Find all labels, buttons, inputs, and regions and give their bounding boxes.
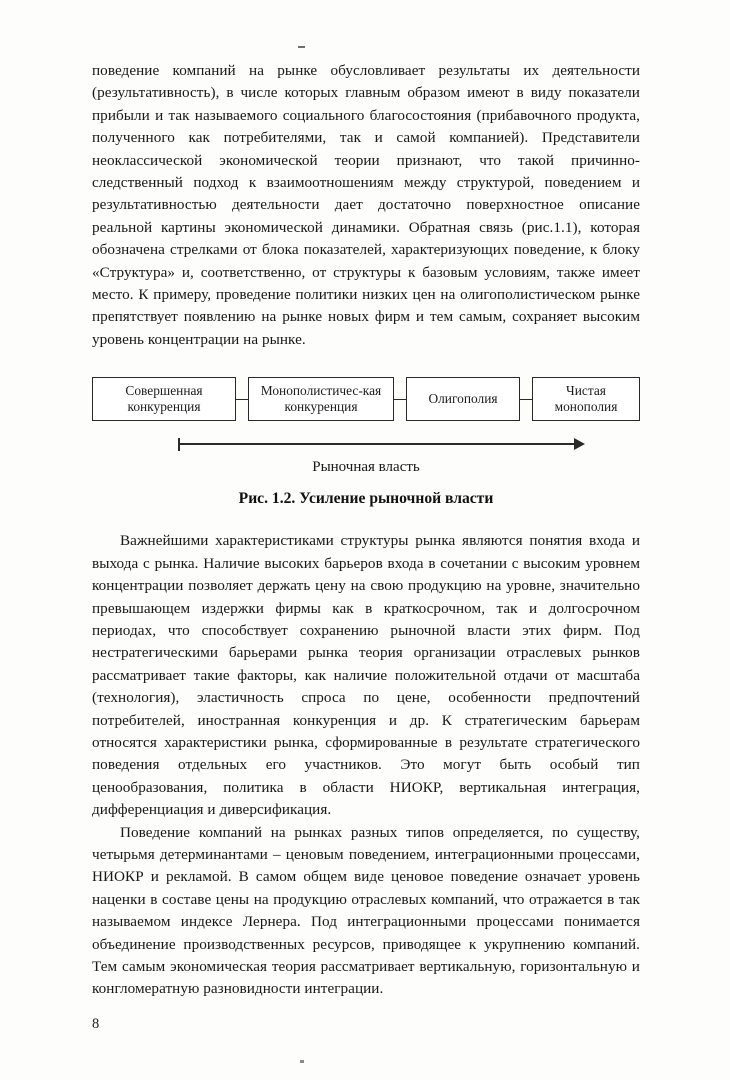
figure-box-oligopoly: Олигополия (406, 377, 520, 421)
bottom-registration-mark (300, 1060, 304, 1063)
figure-connector-2 (394, 377, 406, 421)
page-content (92, 60, 640, 1001)
arrow-head-icon (574, 438, 585, 450)
figure-axis-arrow (92, 431, 640, 457)
figure-box-monopolistic-competition: Монополистичес-кая конкуренция (248, 377, 394, 421)
figure-caption: Рис. 1.2. Усиление рыночной власти (238, 490, 494, 508)
paragraph-1: поведение компаний на рынке обусловливает результаты их деятельности (результативность), в числе которых главным образом имеют в виду показатели прибыли и так называемого социального благосостояния (прибавочного продукта, полученного как потребителями, так и самой компанией). Представители неоклассической экономической теории признают, что такой причинно-следственный подход к взаимоотношениям между структурой, поведением и результативностью деятельности дает достаточно поверхностное описание реальной картины экономической динамики. Обратная связь (рис.1.1), которая обозначена стрелками от блока показателей, характеризующих поведение, к блоку «Структура» и, соответственно, от структуры к базовым условиям, также имеет место. К примеру, проведение политики низких цен на олигополистическом рынке препятствует появлению на рынке новых фирм и тем самым, сохраняет высоким уровень концентрации на рынке. (92, 62, 640, 348)
figure-market-power (92, 377, 640, 476)
figure-axis-label: Рыночная власть (312, 459, 420, 476)
figure-box-perfect-competition: Совершенная конкуренция (92, 377, 236, 421)
figure-box-pure-monopoly: Чистая монополия (532, 377, 640, 421)
paragraph-3: Поведение компаний на рынках разных типов определяется, по существу, четырьмя детерминантами – ценовым поведением, интеграционными процессами, НИОКР и рекламой. В самом общем виде ценовое поведение означает уровень наценки в составе цены на продукцию отраслевых компаний, что отражается в так называемом индексе Лернера. Под интеграционными процессами понимается объединение производственных ресурсов, приводящее к укрупнению компаний. Тем самым экономическая теория рассматривает вертикальную, горизонтальную и конгломератную разновидности интеграции. (92, 823, 640, 998)
figure-connector-1 (236, 377, 248, 421)
top-registration-mark (298, 46, 305, 48)
figure-boxes-row (92, 377, 640, 421)
figure-connector-3 (520, 377, 532, 421)
arrow-line (178, 443, 576, 445)
paragraph-2: Важнейшими характеристиками структуры рынка являются понятия входа и выхода с рынка. Наличие высоких барьеров входа в сочетании с высоким уровнем концентрации позволяет держать цену на свою продукцию на уровне, значительно превышающем издержки фирмы как в краткосрочном, так и долгосрочном периодах, что способствует сохранению рыночной власти этих фирм. Под нестратегическими барьерами рынка теория организации отраслевых рынков рассматривает такие факторы, как наличие положительной отдачи от масштаба (технология), эластичность спроса по цене, особенности предпочтений потребителей, иностранная конкуренция и др. К стратегическим барьерам относятся характеристики рынка, сформированные в результате стратегического поведения отдельных его участников. Это могут быть особый тип ценообразования, политика в области НИОКР, вертикальная интеграция, дифференциация и диверсификация. (92, 532, 640, 819)
page-number: 8 (92, 1016, 100, 1032)
